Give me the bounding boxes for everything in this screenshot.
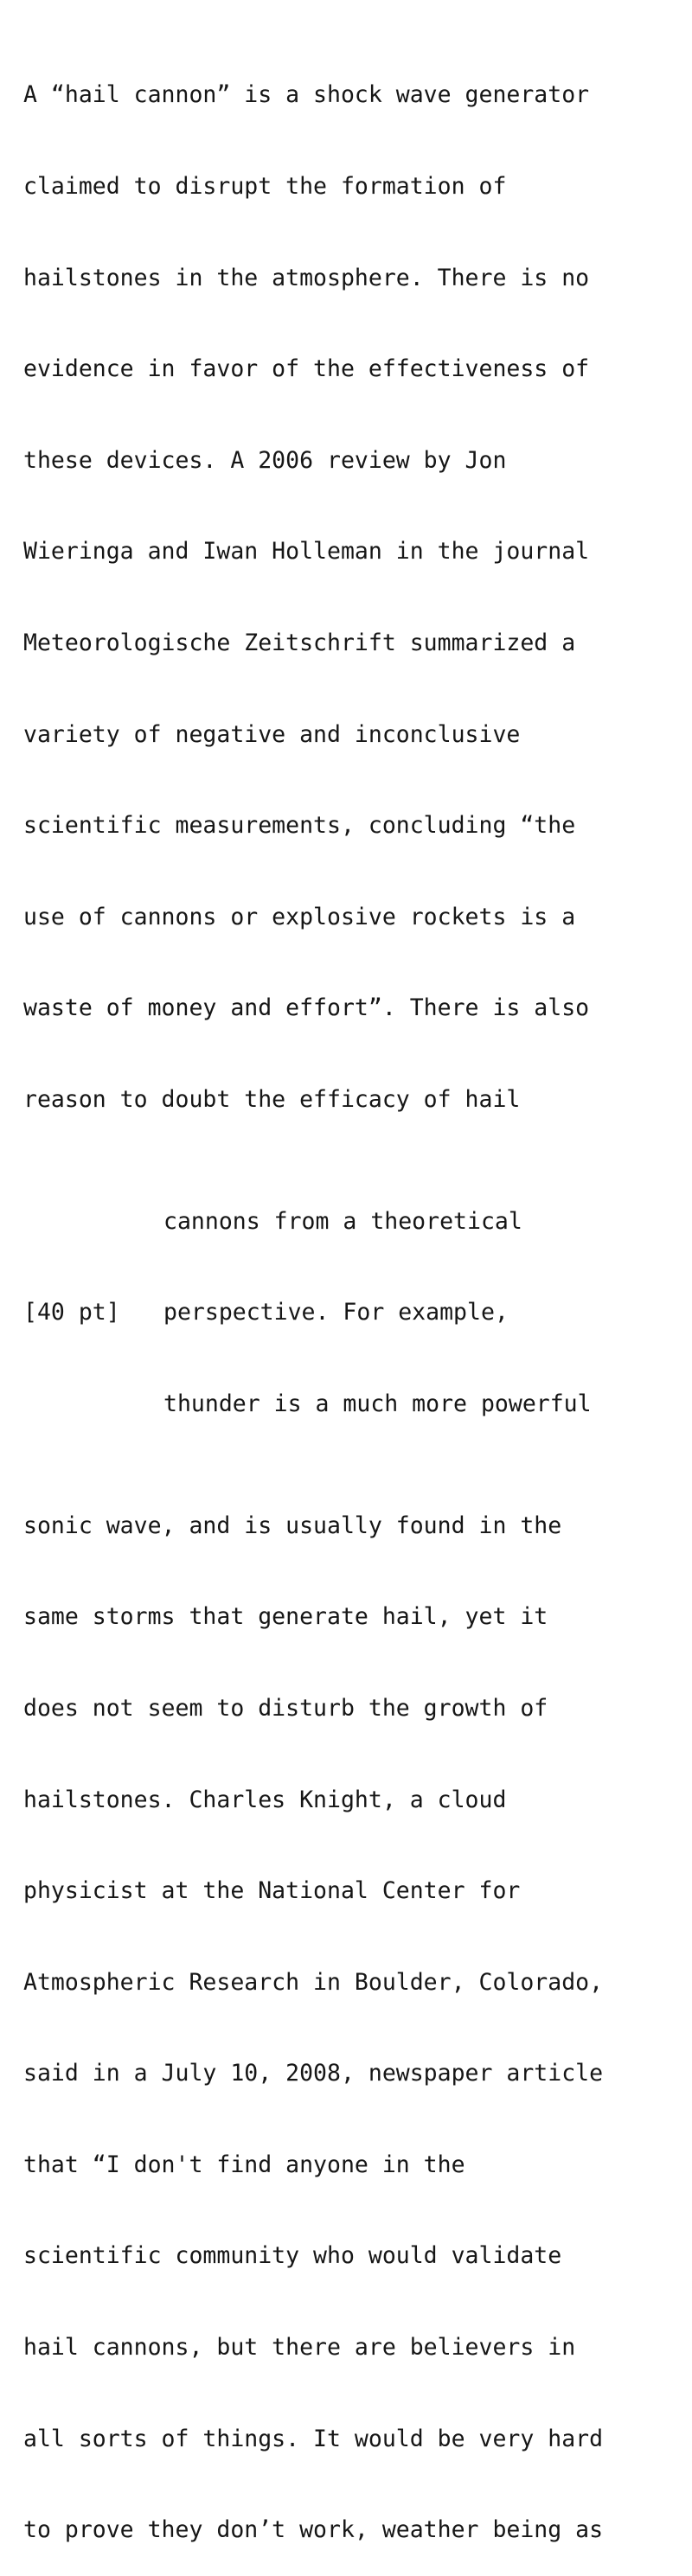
text-line: claimed to disrupt the formation of (23, 173, 507, 200)
indented-text-line: thunder is a much more powerful (163, 1390, 592, 1417)
margin-note: [40 pt] (23, 1299, 120, 1326)
indented-line-row (23, 1297, 681, 1327)
text-line: scientific measurements, concluding “the (23, 812, 576, 840)
text-line: evidence in favor of the effectiveness of (23, 355, 590, 383)
indented-line-row (23, 1389, 681, 1419)
text-line: these devices. A 2006 review by Jon (23, 446, 507, 474)
text-line: Meteorologische Zeitschrift summarized a (23, 629, 576, 656)
text-line: to prove they don’t work, weather being as (23, 2516, 604, 2544)
text-line: hailstones in the atmosphere. There is no (23, 264, 590, 291)
text-line: physicist at the National Center for (23, 1877, 521, 1905)
text-line: Atmospheric Research in Boulder, Colorado, (23, 1968, 604, 1996)
text-line: Wieringa and Iwan Holleman in the journal (23, 538, 590, 566)
text-line: all sorts of things. It would be very hard (23, 2425, 604, 2452)
text-line: hail cannons, but there are believers in (23, 2334, 576, 2362)
text-line: that “I don't find anyone in the (23, 2151, 465, 2178)
text-line: said in a July 10, 2008, newspaper article (23, 2060, 604, 2087)
text-line: variety of negative and inconclusive (23, 720, 521, 748)
indented-text-line: perspective. For example, (163, 1299, 509, 1326)
text-line: scientific community who would validate (23, 2242, 562, 2270)
text-line: hailstones. Charles Knight, a cloud (23, 1786, 507, 1813)
text-line: does not seem to disturb the growth of (23, 1694, 548, 1722)
text-line: waste of money and effort”. There is also (23, 994, 590, 1022)
document-body (23, 19, 681, 2576)
text-line: use of cannons or explosive rockets is a (23, 903, 576, 930)
text-line: sonic wave, and is usually found in the (23, 1512, 562, 1539)
text-line: same storms that generate hail, yet it (23, 1603, 548, 1631)
indented-text-line: cannons from a theoretical (163, 1207, 522, 1235)
text-line: A “hail cannon” is a shock wave generator (23, 81, 590, 109)
text-line: reason to doubt the efficacy of hail (23, 1085, 521, 1113)
indented-line-row (23, 1206, 681, 1237)
